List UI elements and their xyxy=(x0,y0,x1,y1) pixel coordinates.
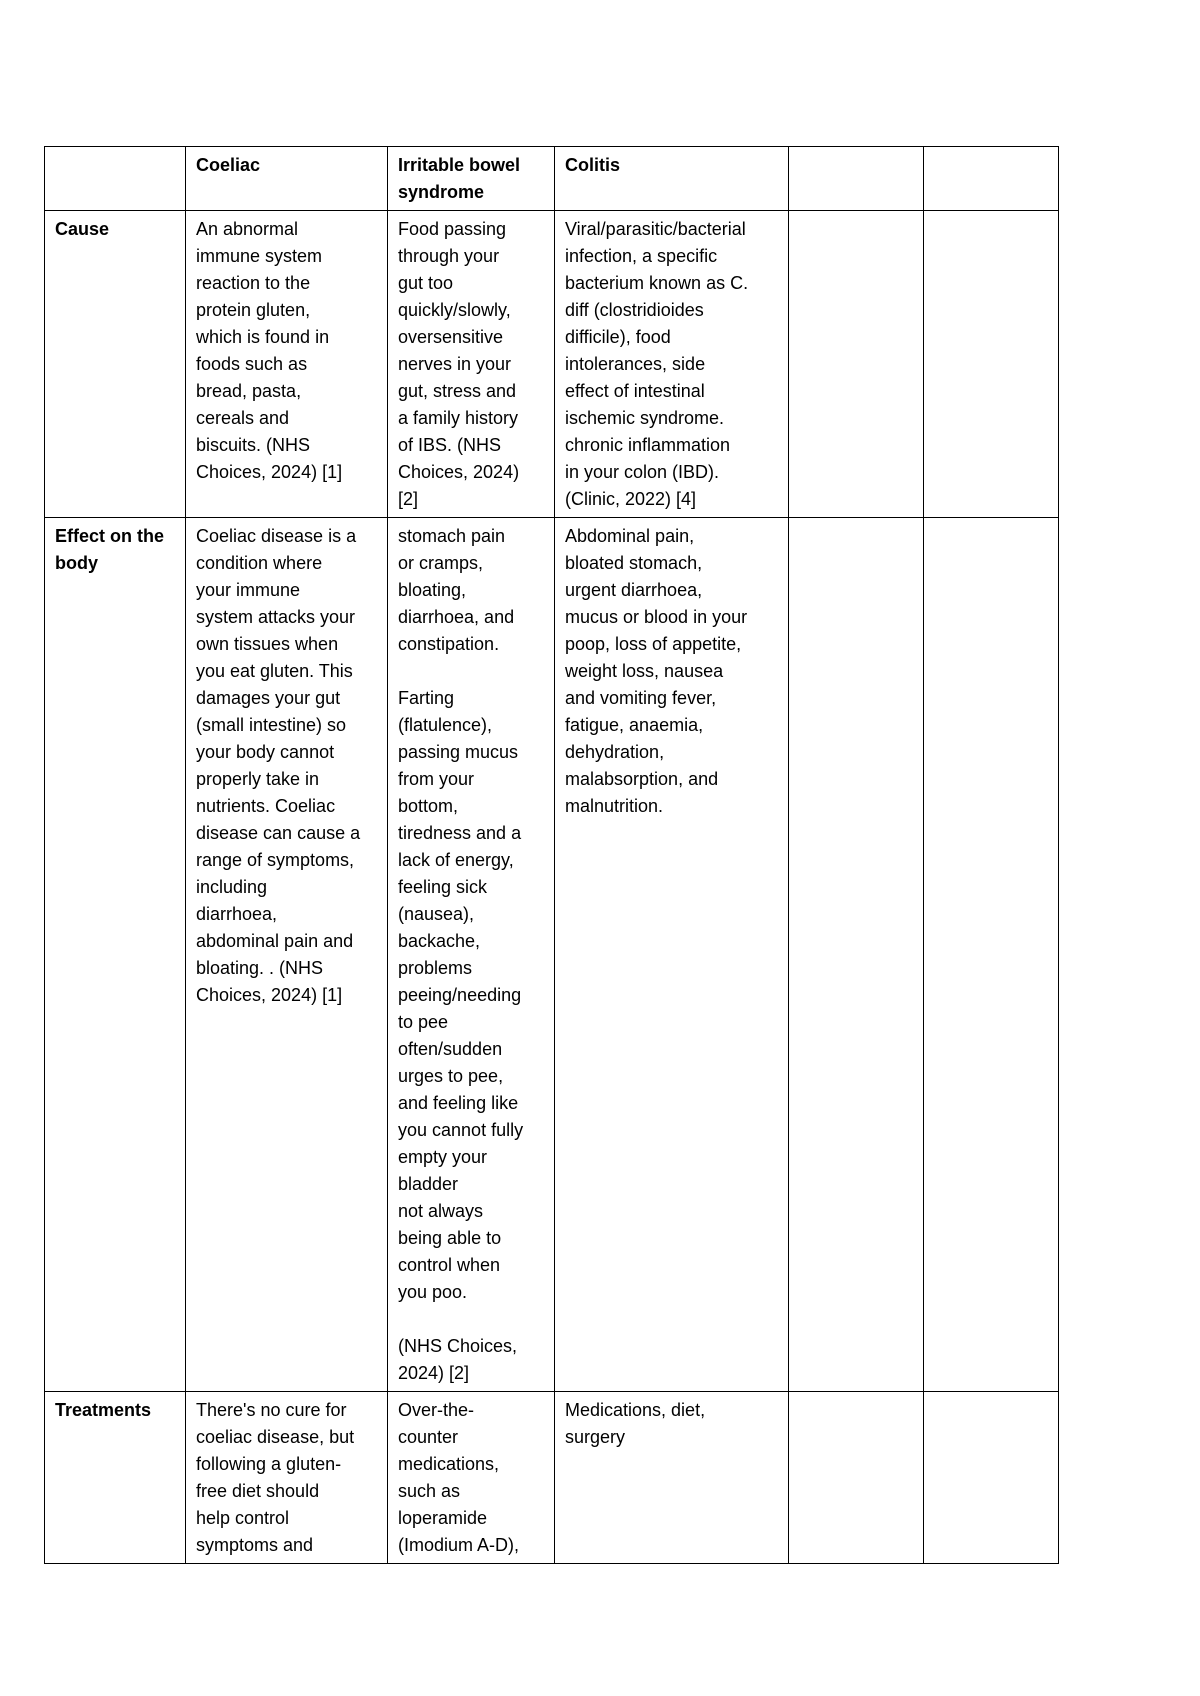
treatments-colitis-cell xyxy=(555,1392,789,1564)
header-cell-blank-2 xyxy=(924,147,1059,211)
table-row-treatments xyxy=(45,1392,1059,1564)
effect-coeliac-text: Coeliac disease is a condition where your immune system attacks your own tissues when you eat gluten. This damages your gut (small intestine) so your body cannot properly take in nutrients. Coeliac disease can cause a range of symptoms, including diarrhoea, abdominal pain and bloating. . (NHS Choices, 2024) [1] xyxy=(196,526,361,1005)
header-coeliac-text: Coeliac xyxy=(196,155,261,175)
header-cell-blank-1 xyxy=(789,147,924,211)
effect-colitis-text: Abdominal pain, bloated stomach, urgent diarrhoea, mucus or blood in your poop, loss of appetite, weight loss, nausea and vomiting fever, fatigue, anaemia, dehydration, malabsorption, and malnutrition. xyxy=(565,526,748,816)
header-cell-empty xyxy=(45,147,186,211)
cause-colitis-cell xyxy=(555,211,789,518)
row-label-cause: Cause xyxy=(55,219,110,239)
cause-blank-cell-1 xyxy=(789,211,924,518)
cause-coeliac-cell xyxy=(186,211,388,518)
comparison-table xyxy=(44,146,1059,1564)
row-label-treatments: Treatments xyxy=(55,1400,152,1420)
treatments-blank-cell-2 xyxy=(924,1392,1059,1564)
row-label-effect: Effect on the body xyxy=(55,526,165,573)
treatments-coeliac-cell xyxy=(186,1392,388,1564)
treatments-blank-cell-1 xyxy=(789,1392,924,1564)
header-cell-colitis xyxy=(555,147,789,211)
row-label-cell xyxy=(45,211,186,518)
header-ibs-text: Irritable bowel syndrome xyxy=(398,155,521,202)
cause-colitis-text: Viral/parasitic/bacterial infection, a specific bacterium known as C. diff (clostridioides difficile), food intolerances, side effect of intestinal ischemic syndrome. chronic inflammation in your colon (IBD). (Clinic, 2022) [4] xyxy=(565,219,749,509)
effect-coeliac-cell xyxy=(186,518,388,1392)
treatments-coeliac-text: There's no cure for coeliac disease, but following a gluten- free diet should help control symptoms and xyxy=(196,1400,355,1555)
effect-ibs-cell xyxy=(388,518,555,1392)
effect-blank-cell-1 xyxy=(789,518,924,1392)
cause-ibs-text: Food passing through your gut too quickly/slowly, oversensitive nerves in your gut, stress and a family history of IBS. (NHS Choices, 2024) [2] xyxy=(398,219,520,509)
table-header-row xyxy=(45,147,1059,211)
row-label-cell xyxy=(45,1392,186,1564)
table-row-cause xyxy=(45,211,1059,518)
table-row-effect xyxy=(45,518,1059,1392)
effect-ibs-text: stomach pain or cramps, bloating, diarrhoea, and constipation. Farting (flatulence), passing mucus from your bottom, tiredness and a lack of energy, feeling sick (nausea), backache, problems peeing/needing to pee often/sudden urges to pee, and feeling like you cannot fully empty your bladder not always being able to control when you poo. (NHS Choices, 2024) [2] xyxy=(398,526,524,1383)
cause-ibs-cell xyxy=(388,211,555,518)
treatments-colitis-text: Medications, diet, surgery xyxy=(565,1400,706,1447)
effect-colitis-cell xyxy=(555,518,789,1392)
row-label-cell xyxy=(45,518,186,1392)
cause-blank-cell-2 xyxy=(924,211,1059,518)
effect-blank-cell-2 xyxy=(924,518,1059,1392)
header-cell-ibs xyxy=(388,147,555,211)
treatments-ibs-text: Over-the- counter medications, such as loperamide (Imodium A-D), xyxy=(398,1400,520,1555)
cause-coeliac-text: An abnormal immune system reaction to the protein gluten, which is found in foods such as bread, pasta, cereals and biscuits. (NHS Choices, 2024) [1] xyxy=(196,219,343,482)
treatments-ibs-cell xyxy=(388,1392,555,1564)
header-colitis-text: Colitis xyxy=(565,155,621,175)
header-cell-coeliac xyxy=(186,147,388,211)
